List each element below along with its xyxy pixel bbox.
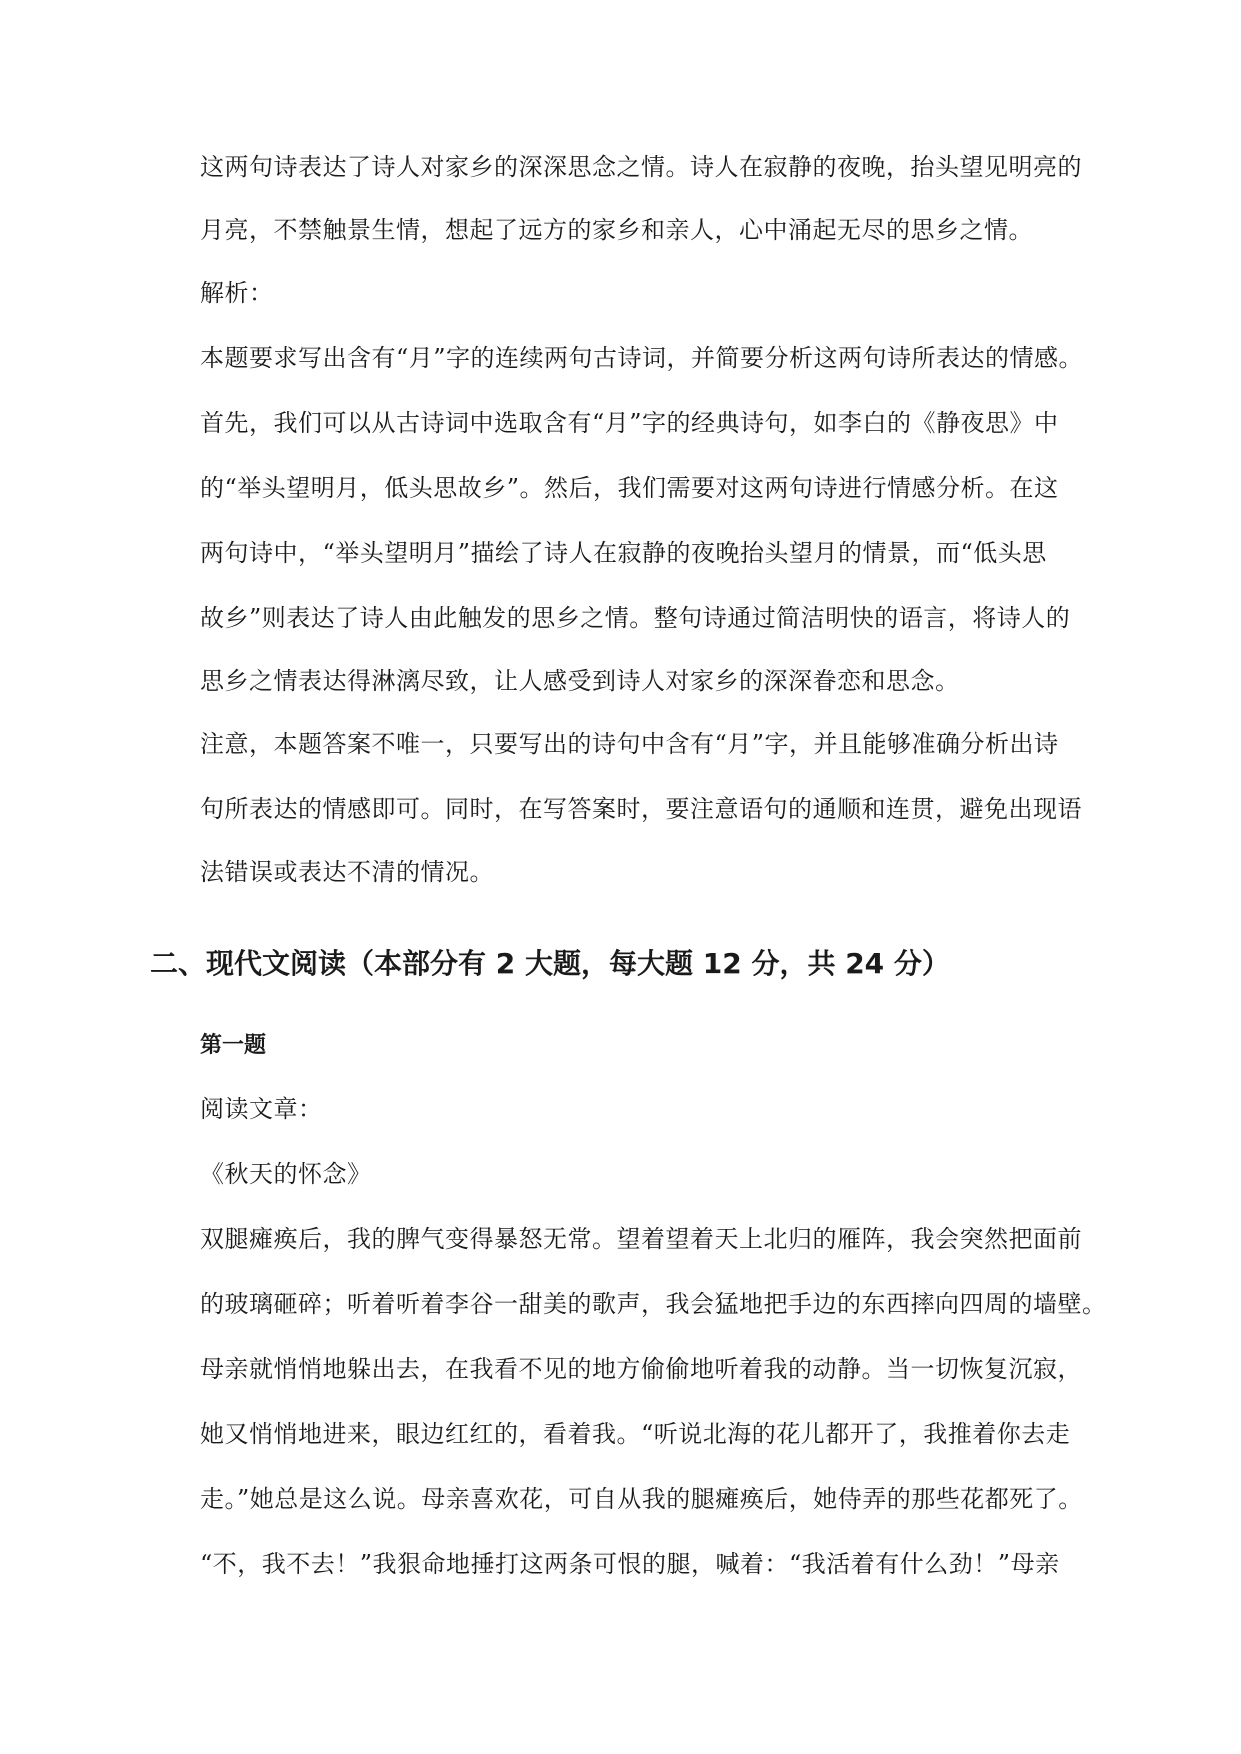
article-line: 的玻璃砸碎；听着听着李谷一甜美的歌声，我会猛地把手边的东西摔向四周的墙壁。	[200, 1290, 1107, 1318]
answer-line: 月亮，不禁触景生情，想起了远方的家乡和亲人，心中涌起无尽的思乡之情。	[200, 216, 1033, 244]
article-line: 双腿瘫痪后，我的脾气变得暴怒无常。望着望着天上北归的雁阵，我会突然把面前	[200, 1225, 1082, 1253]
article-line: 走。”她总是这么说。母亲喜欢花，可自从我的腿瘫痪后，她侍弄的那些花都死了。	[200, 1485, 1083, 1513]
analysis-line: 本题要求写出含有“月”字的连续两句古诗词，并简要分析这两句诗所表达的情感。	[200, 344, 1084, 372]
analysis-line: 首先，我们可以从古诗词中选取含有“月”字的经典诗句，如李白的《静夜思》中	[200, 409, 1059, 437]
analysis-line: 两句诗中，“举头望明月”描绘了诗人在寂静的夜晚抬头望月的情景，而“低头思	[200, 539, 1047, 567]
question-title: 第一题	[200, 1033, 267, 1058]
note-line: 法错误或表达不清的情况。	[200, 858, 494, 886]
note-line: 注意，本题答案不唯一，只要写出的诗句中含有“月”字，并且能够准确分析出诗	[200, 730, 1059, 758]
article-title: 《秋天的怀念》	[200, 1160, 372, 1188]
article-line: 母亲就悄悄地躲出去，在我看不见的地方偷偷地听着我的动静。当一切恢复沉寂，	[200, 1355, 1082, 1383]
analysis-label: 解析：	[200, 279, 274, 307]
article-line: 她又悄悄地进来，眼边红红的，看着我。“听说北海的花儿都开了，我推着你去走	[200, 1420, 1071, 1448]
analysis-line: 思乡之情表达得淋漓尽致，让人感受到诗人对家乡的深深眷恋和思念。	[200, 667, 960, 695]
section-heading: 二、现代文阅读（本部分有 2 大题，每大题 12 分，共 24 分）	[150, 947, 950, 980]
analysis-line: 故乡”则表达了诗人由此触发的思乡之情。整句诗通过简洁明快的语言，将诗人的	[200, 604, 1071, 632]
article-line: “不，我不去！”我狠命地捶打这两条可恨的腿，喊着：“我活着有什么劲！”母亲	[200, 1550, 1060, 1578]
answer-line: 这两句诗表达了诗人对家乡的深深思念之情。诗人在寂静的夜晚，抬头望见明亮的	[200, 153, 1082, 181]
analysis-line: 的“举头望明月，低头思故乡”。然后，我们需要对这两句诗进行情感分析。在这	[200, 474, 1059, 502]
note-line: 句所表达的情感即可。同时，在写答案时，要注意语句的通顺和连贯，避免出现语	[200, 795, 1082, 823]
reading-instruction: 阅读文章：	[200, 1095, 323, 1123]
